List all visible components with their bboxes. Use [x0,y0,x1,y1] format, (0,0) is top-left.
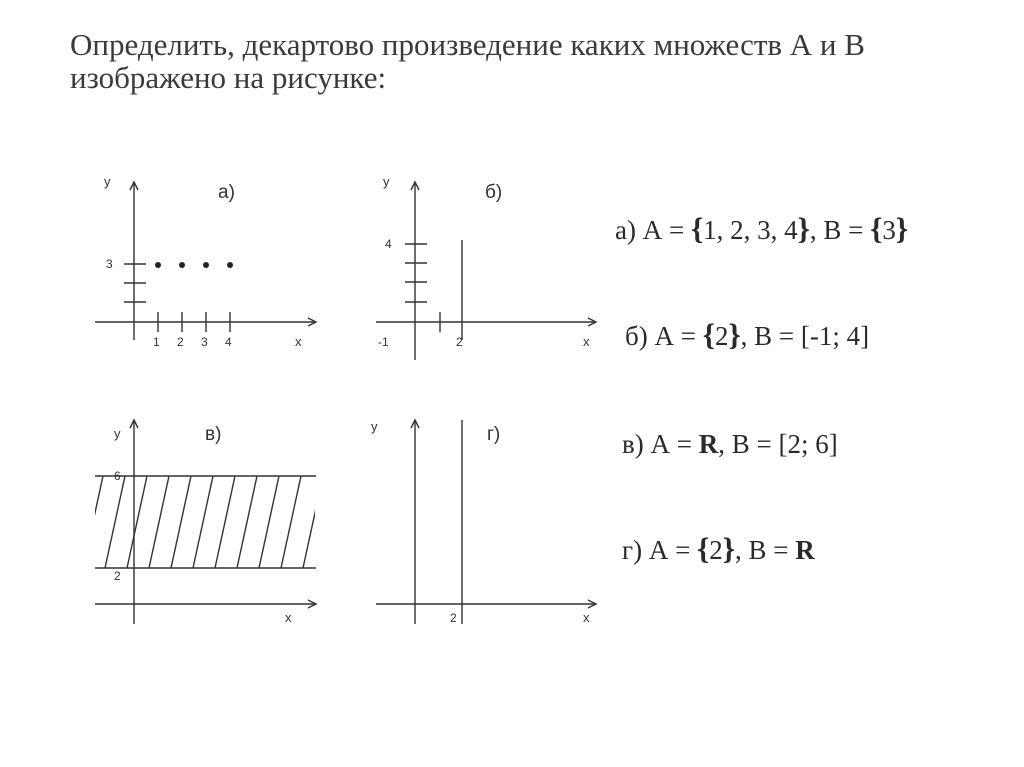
answer-g-prefix: г) А = [622,535,698,565]
hatch-line [171,476,191,568]
graph-a-xtick-label: 2 [177,335,184,349]
graph-b-ytick-label: 4 [385,237,392,251]
graph-a-points [155,262,233,268]
brace-close: } [722,531,735,566]
graph-b-xtick-neg-label: -1 [378,335,389,349]
hatch-line [105,476,125,568]
brace-open: { [870,211,883,246]
answer-b [625,317,869,353]
graph-b-xtick-label: 2 [456,335,463,349]
brace-close: } [797,211,810,246]
graph-a-xtick-label: 4 [225,335,232,349]
hatch-line [215,476,235,568]
graph-a-point [227,262,233,268]
graph-a-label: а) [218,182,235,203]
graph-a-ytick-label: 3 [106,257,113,271]
answer-b-prefix: б) А = [625,321,703,351]
hatch-line [127,476,147,568]
answer-b-mid: , В = [-1; 4] [740,321,870,351]
answer-a-set-b: 3 [882,215,896,245]
graph-a-xtick-label: 1 [153,335,160,349]
graph-v-ytick-top-label: 6 [114,469,121,483]
graph-a-x-label: x [295,334,302,349]
graph-b-x-label: x [583,334,590,349]
graph-v-ytick-bottom-label: 2 [114,569,121,583]
answer-a [615,211,908,247]
graph-v-hatching [83,476,323,568]
graph-v-x-label: x [285,610,292,625]
graph-g-x-label: x [583,610,590,625]
hatch-line [83,476,103,568]
brace-close: } [728,317,741,352]
brace-open: { [690,211,704,246]
brace-close: } [895,211,909,246]
answer-v [622,429,838,460]
graph-v-label: в) [205,424,222,445]
graph-v [83,420,323,624]
brace-open: { [702,317,715,352]
hatch-line [303,476,323,568]
answer-g [622,531,815,567]
graph-a-xtick-label: 3 [201,335,208,349]
graph-g-y-label: y [371,419,378,434]
graph-g-xtick-label: 2 [450,611,457,625]
answer-v-set-a: R [698,429,719,459]
graph-a-y-label: y [104,174,111,189]
hatch-line [193,476,213,568]
graph-a [95,182,316,340]
answer-v-prefix: в) А = [622,429,699,459]
graph-g [376,420,596,624]
answer-a-mid: , В = [809,215,871,245]
answer-g-set-b: R [795,535,815,565]
graph-v-y-label: y [114,426,121,441]
hatch-line [237,476,257,568]
brace-open: { [697,531,710,566]
graph-b [376,182,596,360]
hatch-line [281,476,301,568]
graph-b-label: б) [485,182,503,203]
graph-a-point [155,262,161,268]
graph-b-y-label: y [383,174,390,189]
title-line-1: Определить, декартово произведение каких множеств А и В [70,27,865,62]
hatch-line [259,476,279,568]
title-line-2: изображено на рисунке: [70,60,387,95]
hatch-line [149,476,169,568]
graph-a-point [203,262,209,268]
answer-a-set-a: 1, 2, 3, 4 [703,215,798,245]
answer-v-mid: , В = [2; 6] [718,429,838,459]
answer-a-prefix: а) А = [615,215,691,245]
answer-g-mid: , В = [734,535,796,565]
answer-g-set-a: 2 [709,535,723,565]
answer-b-set-a: 2 [714,321,729,351]
graph-g-label: г) [487,424,501,445]
graph-a-point [179,262,185,268]
